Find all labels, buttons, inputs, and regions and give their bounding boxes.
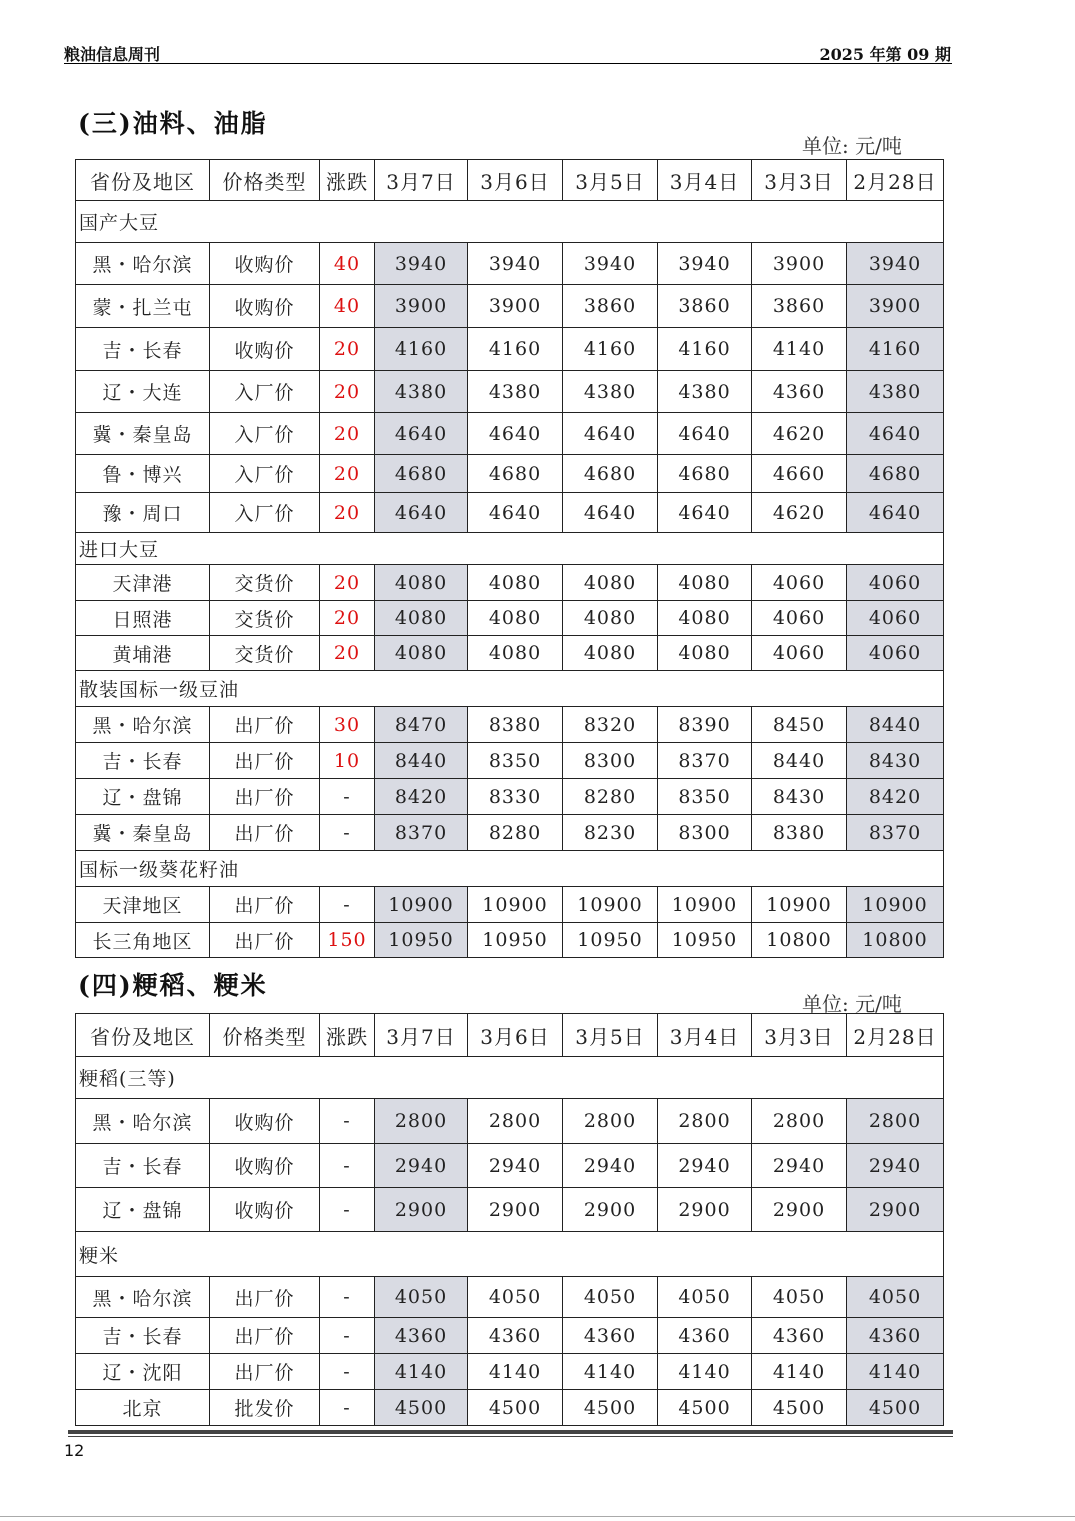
price-cell: 10800: [752, 923, 847, 958]
price-cell: 10900: [752, 887, 847, 923]
region-cell: 辽・盘锦: [76, 779, 210, 815]
region-cell: 辽・沈阳: [76, 1354, 210, 1390]
price-table-oils: [75, 159, 944, 958]
table-row: [76, 779, 944, 815]
price-cell: 4080: [468, 565, 563, 601]
change-cell: -: [320, 1318, 375, 1354]
price-cell: 2800: [847, 1099, 944, 1144]
price-type-cell: 出厂价: [210, 743, 320, 779]
price-cell: 4380: [658, 371, 752, 413]
price-cell: 4050: [468, 1277, 563, 1318]
price-type-cell: 出厂价: [210, 815, 320, 851]
price-cell: 4640: [847, 493, 944, 533]
change-cell: 20: [320, 493, 375, 533]
price-cell: 4620: [752, 413, 847, 455]
category-label: 粳米: [76, 1232, 944, 1277]
region-cell: 北京: [76, 1390, 210, 1426]
price-cell: 3900: [468, 285, 563, 328]
issue-number: 2025 年第 09 期: [819, 45, 951, 64]
price-cell: 4060: [752, 636, 847, 671]
column-header: 3月4日: [658, 160, 752, 201]
column-header: 省份及地区: [76, 160, 210, 201]
category-row: [76, 851, 944, 887]
price-cell: 3860: [658, 285, 752, 328]
price-cell: 8380: [468, 707, 563, 743]
price-cell: 2800: [752, 1099, 847, 1144]
table-row: [76, 243, 944, 285]
price-cell: 4160: [847, 328, 944, 371]
price-cell: 4160: [375, 328, 468, 371]
region-cell: 冀・秦皇岛: [76, 815, 210, 851]
price-cell: 2940: [847, 1144, 944, 1188]
change-cell: -: [320, 887, 375, 923]
footer-divider-thin: [68, 1436, 953, 1437]
table-row: [76, 743, 944, 779]
price-cell: 10950: [468, 923, 563, 958]
region-cell: 鲁・博兴: [76, 455, 210, 493]
table-row: [76, 285, 944, 328]
price-cell: 4080: [375, 601, 468, 636]
column-header: 3月7日: [375, 160, 468, 201]
price-cell: 2800: [375, 1099, 468, 1144]
price-cell: 4140: [752, 328, 847, 371]
region-cell: 吉・长春: [76, 1318, 210, 1354]
price-cell: 4080: [563, 601, 658, 636]
change-cell: 40: [320, 285, 375, 328]
price-cell: 4640: [468, 413, 563, 455]
table-row: [76, 493, 944, 533]
price-cell: 4380: [375, 371, 468, 413]
price-cell: 2900: [563, 1188, 658, 1232]
change-cell: -: [320, 815, 375, 851]
price-cell: 3900: [847, 285, 944, 328]
price-cell: 2900: [658, 1188, 752, 1232]
column-header: 2月28日: [847, 1014, 944, 1057]
price-cell: 4360: [658, 1318, 752, 1354]
price-cell: 2940: [375, 1144, 468, 1188]
region-cell: 吉・长春: [76, 743, 210, 779]
price-type-cell: 收购价: [210, 285, 320, 328]
price-cell: 8440: [847, 707, 944, 743]
price-cell: 8430: [752, 779, 847, 815]
region-cell: 黑・哈尔滨: [76, 707, 210, 743]
column-header: 省份及地区: [76, 1014, 210, 1057]
table-row: [76, 455, 944, 493]
price-cell: 4080: [658, 601, 752, 636]
region-cell: 蒙・扎兰屯: [76, 285, 210, 328]
category-row: [76, 533, 944, 565]
column-header: 2月28日: [847, 160, 944, 201]
change-cell: -: [320, 1144, 375, 1188]
price-cell: 4500: [752, 1390, 847, 1426]
unit-label-oils: 单位: 元/吨: [802, 134, 902, 158]
price-cell: 4660: [752, 455, 847, 493]
change-cell: -: [320, 1277, 375, 1318]
price-cell: 4360: [468, 1318, 563, 1354]
price-cell: 4050: [752, 1277, 847, 1318]
price-cell: 4680: [563, 455, 658, 493]
price-cell: 4060: [752, 601, 847, 636]
table-row: [76, 636, 944, 671]
change-cell: 20: [320, 601, 375, 636]
page-bottom-edge: [0, 1516, 1075, 1517]
category-label: 进口大豆: [76, 533, 944, 565]
change-cell: 40: [320, 243, 375, 285]
price-cell: 4500: [375, 1390, 468, 1426]
region-cell: 天津地区: [76, 887, 210, 923]
change-cell: 30: [320, 707, 375, 743]
region-cell: 日照港: [76, 601, 210, 636]
price-cell: 4140: [658, 1354, 752, 1390]
price-cell: 8280: [468, 815, 563, 851]
price-cell: 4080: [658, 565, 752, 601]
price-cell: 4680: [375, 455, 468, 493]
region-cell: 豫・周口: [76, 493, 210, 533]
price-cell: 4050: [847, 1277, 944, 1318]
price-cell: 4360: [752, 371, 847, 413]
price-cell: 4380: [468, 371, 563, 413]
price-cell: 4360: [563, 1318, 658, 1354]
price-cell: 10800: [847, 923, 944, 958]
change-cell: -: [320, 779, 375, 815]
change-cell: -: [320, 1390, 375, 1426]
price-cell: 8420: [847, 779, 944, 815]
price-cell: 3860: [563, 285, 658, 328]
price-cell: 2900: [847, 1188, 944, 1232]
column-header: 3月4日: [658, 1014, 752, 1057]
column-header: 3月7日: [375, 1014, 468, 1057]
section-title-rice: (四)粳稻、粳米: [78, 971, 268, 1000]
price-cell: 8300: [563, 743, 658, 779]
price-cell: 4050: [658, 1277, 752, 1318]
table-row: [76, 707, 944, 743]
table-row: [76, 923, 944, 958]
price-table-rice: [75, 1013, 944, 1426]
change-cell: 20: [320, 636, 375, 671]
change-cell: 20: [320, 413, 375, 455]
price-cell: 4140: [468, 1354, 563, 1390]
table-row: [76, 565, 944, 601]
column-header: 3月3日: [752, 160, 847, 201]
column-header: 价格类型: [210, 1014, 320, 1057]
price-cell: 4500: [563, 1390, 658, 1426]
price-cell: 4060: [847, 565, 944, 601]
price-cell: 4060: [847, 636, 944, 671]
price-cell: 2900: [752, 1188, 847, 1232]
table-row: [76, 371, 944, 413]
price-cell: 2940: [468, 1144, 563, 1188]
column-header: 涨跌: [320, 160, 375, 201]
price-cell: 4500: [847, 1390, 944, 1426]
price-cell: 4360: [375, 1318, 468, 1354]
price-type-cell: 入厂价: [210, 493, 320, 533]
price-cell: 8430: [847, 743, 944, 779]
price-cell: 4680: [847, 455, 944, 493]
region-cell: 黑・哈尔滨: [76, 1277, 210, 1318]
table-row: [76, 601, 944, 636]
region-cell: 吉・长春: [76, 328, 210, 371]
price-cell: 8470: [375, 707, 468, 743]
price-cell: 2900: [375, 1188, 468, 1232]
price-cell: 10950: [375, 923, 468, 958]
price-cell: 4640: [563, 493, 658, 533]
column-header: 涨跌: [320, 1014, 375, 1057]
price-cell: 8300: [658, 815, 752, 851]
table-row: [76, 1144, 944, 1188]
table-row: [76, 1354, 944, 1390]
price-cell: 2900: [468, 1188, 563, 1232]
table-row: [76, 1318, 944, 1354]
table-header-row: [76, 1014, 944, 1057]
change-cell: 20: [320, 371, 375, 413]
price-cell: 4080: [375, 565, 468, 601]
price-cell: 2800: [658, 1099, 752, 1144]
price-type-cell: 出厂价: [210, 707, 320, 743]
price-cell: 8370: [375, 815, 468, 851]
region-cell: 黑・哈尔滨: [76, 243, 210, 285]
price-type-cell: 收购价: [210, 328, 320, 371]
price-cell: 4640: [563, 413, 658, 455]
change-cell: -: [320, 1188, 375, 1232]
region-cell: 辽・盘锦: [76, 1188, 210, 1232]
price-type-cell: 入厂价: [210, 413, 320, 455]
price-cell: 4160: [563, 328, 658, 371]
category-row: [76, 1057, 944, 1099]
change-cell: 20: [320, 328, 375, 371]
price-type-cell: 交货价: [210, 601, 320, 636]
price-cell: 4380: [563, 371, 658, 413]
price-cell: 4080: [563, 565, 658, 601]
category-row: [76, 671, 944, 707]
category-label: 国标一级葵花籽油: [76, 851, 944, 887]
column-header: 3月5日: [563, 1014, 658, 1057]
price-cell: 4640: [375, 413, 468, 455]
price-cell: 3940: [847, 243, 944, 285]
price-cell: 4140: [563, 1354, 658, 1390]
price-cell: 8350: [658, 779, 752, 815]
price-type-cell: 出厂价: [210, 923, 320, 958]
price-cell: 4060: [752, 565, 847, 601]
price-type-cell: 收购价: [210, 1099, 320, 1144]
price-cell: 3940: [563, 243, 658, 285]
price-cell: 8450: [752, 707, 847, 743]
price-type-cell: 出厂价: [210, 1318, 320, 1354]
price-type-cell: 收购价: [210, 243, 320, 285]
column-header: 3月3日: [752, 1014, 847, 1057]
price-cell: 10900: [563, 887, 658, 923]
price-cell: 4380: [847, 371, 944, 413]
footer-divider: [68, 1430, 953, 1434]
change-cell: 150: [320, 923, 375, 958]
publication-title: 粮油信息周刊: [64, 45, 161, 64]
column-header: 3月6日: [468, 160, 563, 201]
price-cell: 10900: [658, 887, 752, 923]
price-cell: 3860: [752, 285, 847, 328]
category-label: 散装国标一级豆油: [76, 671, 944, 707]
price-type-cell: 入厂价: [210, 371, 320, 413]
price-cell: 4080: [658, 636, 752, 671]
price-cell: 3940: [375, 243, 468, 285]
region-cell: 辽・大连: [76, 371, 210, 413]
table-row: [76, 328, 944, 371]
price-cell: 4640: [468, 493, 563, 533]
region-cell: 吉・长春: [76, 1144, 210, 1188]
price-cell: 4060: [847, 601, 944, 636]
price-type-cell: 收购价: [210, 1144, 320, 1188]
price-cell: 8330: [468, 779, 563, 815]
column-header: 价格类型: [210, 160, 320, 201]
price-cell: 4680: [658, 455, 752, 493]
price-cell: 4140: [847, 1354, 944, 1390]
price-cell: 10900: [468, 887, 563, 923]
price-cell: 8350: [468, 743, 563, 779]
change-cell: 10: [320, 743, 375, 779]
price-cell: 4640: [847, 413, 944, 455]
region-cell: 冀・秦皇岛: [76, 413, 210, 455]
change-cell: -: [320, 1354, 375, 1390]
price-type-cell: 入厂价: [210, 455, 320, 493]
price-cell: 10950: [658, 923, 752, 958]
price-cell: 4160: [468, 328, 563, 371]
price-cell: 4050: [375, 1277, 468, 1318]
column-header: 3月5日: [563, 160, 658, 201]
price-cell: 10900: [847, 887, 944, 923]
price-cell: 10900: [375, 887, 468, 923]
table-row: [76, 887, 944, 923]
category-label: 粳稻(三等): [76, 1057, 944, 1099]
change-cell: 20: [320, 565, 375, 601]
price-cell: 4500: [468, 1390, 563, 1426]
region-cell: 长三角地区: [76, 923, 210, 958]
price-cell: 8440: [752, 743, 847, 779]
price-type-cell: 交货价: [210, 565, 320, 601]
change-cell: 20: [320, 455, 375, 493]
price-cell: 4140: [375, 1354, 468, 1390]
table-row: [76, 1390, 944, 1426]
price-cell: 4160: [658, 328, 752, 371]
price-cell: 4080: [468, 601, 563, 636]
price-type-cell: 出厂价: [210, 887, 320, 923]
table-row: [76, 1099, 944, 1144]
price-cell: 4360: [752, 1318, 847, 1354]
price-cell: 4620: [752, 493, 847, 533]
table-row: [76, 413, 944, 455]
price-cell: 8420: [375, 779, 468, 815]
price-cell: 8280: [563, 779, 658, 815]
region-cell: 黄埔港: [76, 636, 210, 671]
price-cell: 8230: [563, 815, 658, 851]
price-cell: 4680: [468, 455, 563, 493]
page-number: 12: [64, 1441, 85, 1460]
price-cell: 4640: [658, 413, 752, 455]
price-cell: 3940: [468, 243, 563, 285]
price-cell: 3900: [752, 243, 847, 285]
region-cell: 天津港: [76, 565, 210, 601]
price-type-cell: 出厂价: [210, 779, 320, 815]
category-row: [76, 1232, 944, 1277]
category-row: [76, 201, 944, 243]
price-type-cell: 出厂价: [210, 1277, 320, 1318]
table-header-row: [76, 160, 944, 201]
price-cell: 10950: [563, 923, 658, 958]
price-type-cell: 收购价: [210, 1188, 320, 1232]
price-cell: 8440: [375, 743, 468, 779]
unit-label-rice: 单位: 元/吨: [802, 992, 902, 1016]
price-cell: 8390: [658, 707, 752, 743]
price-cell: 4140: [752, 1354, 847, 1390]
section-title-oils: (三)油料、油脂: [78, 109, 268, 138]
column-header: 3月6日: [468, 1014, 563, 1057]
change-cell: -: [320, 1099, 375, 1144]
table-row: [76, 1277, 944, 1318]
price-cell: 4500: [658, 1390, 752, 1426]
price-cell: 8320: [563, 707, 658, 743]
price-cell: 4050: [563, 1277, 658, 1318]
price-cell: 2940: [658, 1144, 752, 1188]
price-cell: 8370: [658, 743, 752, 779]
price-type-cell: 交货价: [210, 636, 320, 671]
table-row: [76, 1188, 944, 1232]
category-label: 国产大豆: [76, 201, 944, 243]
price-cell: 8380: [752, 815, 847, 851]
price-type-cell: 出厂价: [210, 1354, 320, 1390]
price-cell: 8370: [847, 815, 944, 851]
price-type-cell: 批发价: [210, 1390, 320, 1426]
price-cell: 2800: [563, 1099, 658, 1144]
price-cell: 3900: [375, 285, 468, 328]
price-cell: 3940: [658, 243, 752, 285]
price-cell: 4080: [375, 636, 468, 671]
price-cell: 4640: [375, 493, 468, 533]
price-cell: 2940: [563, 1144, 658, 1188]
price-cell: 4080: [468, 636, 563, 671]
region-cell: 黑・哈尔滨: [76, 1099, 210, 1144]
price-cell: 2940: [752, 1144, 847, 1188]
header-divider: [64, 63, 952, 64]
price-cell: 4640: [658, 493, 752, 533]
price-cell: 2800: [468, 1099, 563, 1144]
table-row: [76, 815, 944, 851]
price-cell: 4360: [847, 1318, 944, 1354]
price-cell: 4080: [563, 636, 658, 671]
